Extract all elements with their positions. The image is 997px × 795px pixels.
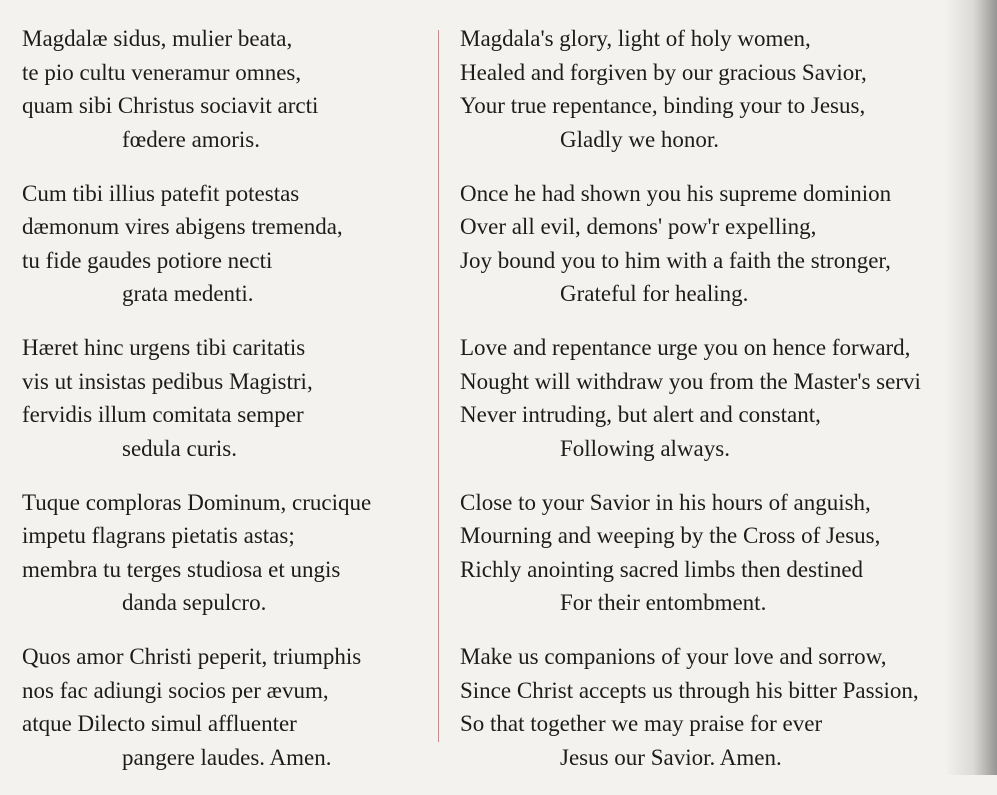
verse-line: te pio cultu veneramur omnes, bbox=[22, 59, 302, 85]
verse-line: Tuque comploras Dominum, crucique bbox=[22, 489, 372, 515]
verse-line: Since Christ accepts us through his bitter Passion, bbox=[460, 677, 919, 703]
verse-closing-line: Grateful for healing. bbox=[560, 281, 749, 306]
latin-stanza-3 bbox=[22, 331, 432, 465]
verse-line: vis ut insistas pedibus Magistri, bbox=[22, 368, 313, 394]
verse-closing-line: Gladly we honor. bbox=[560, 126, 720, 152]
verse-closing-line: grata medenti. bbox=[122, 281, 254, 306]
verse-line: atque Dilecto simul affluenter bbox=[22, 711, 297, 736]
english-stanza-1 bbox=[460, 22, 980, 156]
latin-stanza-4 bbox=[22, 486, 432, 620]
verse-line: membra tu terges studiosa et ungis bbox=[22, 556, 341, 582]
verse-line: Hæret hinc urgens tibi caritatis bbox=[22, 335, 306, 360]
verse-line: Nought will withdraw you from the Master's servi bbox=[460, 368, 921, 394]
verse-line: nos fac adiungi socios per ævum, bbox=[22, 677, 329, 703]
verse-line: Once he had shown you his supreme dominion bbox=[460, 180, 892, 206]
verse-line: Magdalæ sidus, mulier beata, bbox=[22, 26, 293, 51]
verse-line: Mourning and weeping by the Cross of Jesus, bbox=[460, 523, 881, 548]
english-stanza-5 bbox=[460, 640, 980, 774]
verse-line: impetu flagrans pietatis astas; bbox=[22, 523, 295, 548]
verse-closing-line: For their entombment. bbox=[560, 590, 767, 615]
verse-line: So that together we may praise for ever bbox=[460, 711, 823, 736]
verse-line: Richly anointing sacred limbs then destined bbox=[460, 556, 864, 582]
latin-hymn-column bbox=[22, 22, 432, 795]
verse-closing-line: sedula curis. bbox=[122, 435, 237, 461]
verse-closing-line: danda sepulcro. bbox=[122, 590, 267, 615]
verse-line: Close to your Savior in his hours of anguish, bbox=[460, 489, 871, 515]
verse-line: Make us companions of your love and sorrow, bbox=[460, 644, 887, 669]
verse-line: fervidis illum comitata semper bbox=[22, 402, 304, 427]
verse-closing-line: Following always. bbox=[560, 435, 730, 461]
verse-line: tu fide gaudes potiore necti bbox=[22, 247, 273, 273]
verse-closing-line: Jesus our Savior. Amen. bbox=[560, 744, 782, 770]
verse-closing-line: pangere laudes. Amen. bbox=[122, 744, 332, 770]
english-stanza-3 bbox=[460, 331, 980, 465]
verse-closing-line: fœdere amoris. bbox=[122, 126, 260, 152]
verse-line: Healed and forgiven by our gracious Savior, bbox=[460, 59, 867, 85]
verse-line: Your true repentance, binding your to Jesus, bbox=[460, 93, 866, 118]
english-stanza-4 bbox=[460, 486, 980, 620]
verse-line: Over all evil, demons' pow'r expelling, bbox=[460, 214, 817, 239]
verse-line: Never intruding, but alert and constant, bbox=[460, 402, 821, 427]
latin-stanza-5 bbox=[22, 640, 432, 774]
english-stanza-2 bbox=[460, 177, 980, 311]
verse-line: Cum tibi illius patefit potestas bbox=[22, 180, 300, 206]
verse-line: Love and repentance urge you on hence forward, bbox=[460, 335, 911, 360]
latin-stanza-1 bbox=[22, 22, 432, 156]
verse-line: dæmonum vires abigens tremenda, bbox=[22, 214, 343, 239]
english-hymn-column bbox=[460, 22, 980, 795]
verse-line: Joy bound you to him with a faith the stronger, bbox=[460, 247, 891, 273]
latin-stanza-2 bbox=[22, 177, 432, 311]
column-divider bbox=[438, 30, 439, 742]
verse-line: Magdala's glory, light of holy women, bbox=[460, 26, 811, 51]
verse-line: quam sibi Christus sociavit arcti bbox=[22, 93, 319, 118]
verse-line: Quos amor Christi peperit, triumphis bbox=[22, 644, 362, 669]
